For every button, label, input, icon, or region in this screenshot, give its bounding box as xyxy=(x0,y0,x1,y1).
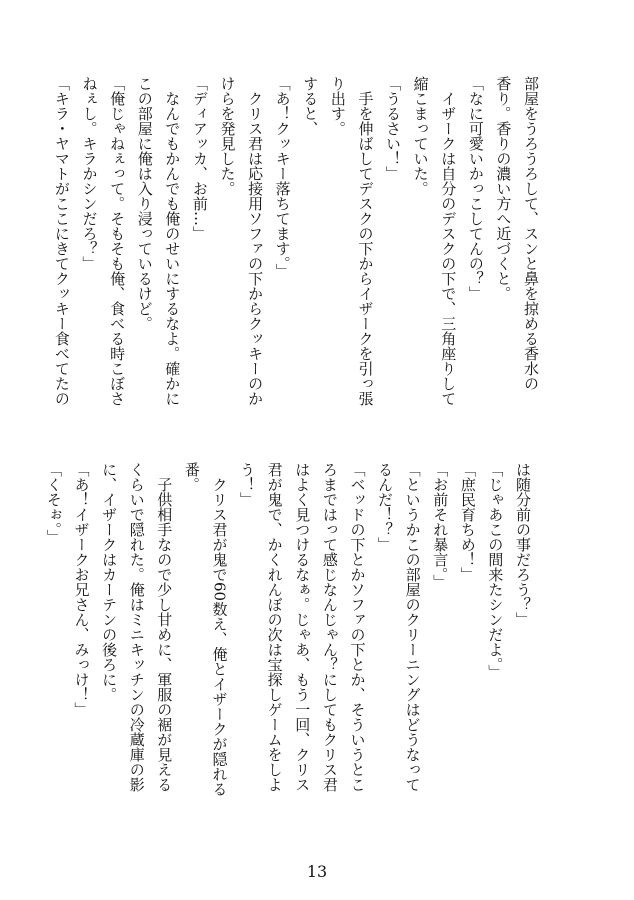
text-line: 「うるさい！」 xyxy=(384,76,403,181)
text-line: 「くそぉ。」 xyxy=(44,462,63,545)
text-block-top xyxy=(47,76,544,451)
text-line: 香り。香りの濃い方へ近づくと。 xyxy=(494,76,513,301)
text-line: 手を伸ばしてデスクの下からイザークを引っ張 xyxy=(356,76,375,406)
text-line: ろまではって感じなんじゃん？にしてもクリス君 xyxy=(320,462,339,792)
text-line: 縮こまっていた。 xyxy=(411,76,430,196)
text-line: この部屋に俺は入り浸っているけど。 xyxy=(135,76,154,331)
text-line: けらを発見した。 xyxy=(218,76,237,196)
text-line: は随分前の事だろう？」 xyxy=(514,462,532,627)
page-number: 13 xyxy=(306,862,328,881)
text-line: に、イザークはカーテンの後ろに。 xyxy=(100,462,119,702)
text-line: 番。 xyxy=(182,462,201,492)
text-block-bottom xyxy=(39,462,536,828)
text-line: 「あ！イザークお兄さん、みっけ！」 xyxy=(72,462,91,717)
text-line: 「キラ・ヤマトがここにきてクッキー食べてたの xyxy=(52,76,71,406)
text-line: 「ディアッカ、お前…」 xyxy=(190,76,209,241)
text-line: 部屋をうろうろして、スンと鼻を掠める香水の xyxy=(522,76,540,391)
text-line: 「ベッドの下とかソファの下とか、そういうとこ xyxy=(348,462,367,792)
text-line: なんでもかんでも俺のせいにするなよ。確かに xyxy=(163,76,182,406)
text-line: 君が鬼で、かくれんぼの次は宝探しゲームをしよ xyxy=(265,462,284,792)
text-line: り出す。 xyxy=(328,76,347,136)
text-line: う！」 xyxy=(238,462,257,507)
text-line: るんだ！？」 xyxy=(376,462,395,552)
text-line: 「お前それ暴言。」 xyxy=(431,462,450,590)
text-line: くらいで隠れた。俺はミニキッチンの冷蔵庫の影 xyxy=(127,462,146,792)
text-line: 子供相手なので少し甘めに、軍服の裾が見える xyxy=(155,462,174,792)
text-line: 「というかこの部屋のクリーニングはどうなって xyxy=(403,462,422,792)
text-line: 「あ！クッキー落ちてます。」 xyxy=(273,76,292,279)
text-line: はよく見つけるなぁ。じゃあ、もう一回、クリス xyxy=(293,462,312,792)
text-line: 「俺じゃねぇって。そもそも俺、食べる時こぼさ xyxy=(108,76,127,406)
text-line: 「庶民育ちめ！」 xyxy=(458,462,477,582)
text-line: イザークは自分のデスクの下で、三角座りして xyxy=(439,76,458,406)
text-line: 「なに可愛いかっこしてんの？」 xyxy=(466,76,485,301)
text-line: クリス君が鬼で60数え、俺とイザークが隠れる xyxy=(210,462,229,797)
text-line: すると、 xyxy=(301,76,320,136)
text-line: クリス君は応接用ソファの下からクッキーのか xyxy=(246,76,265,406)
text-line: ねぇし。キラかシンだろ？」 xyxy=(80,76,99,271)
text-line: 「じゃあこの間来たシンだよ。」 xyxy=(486,462,505,680)
